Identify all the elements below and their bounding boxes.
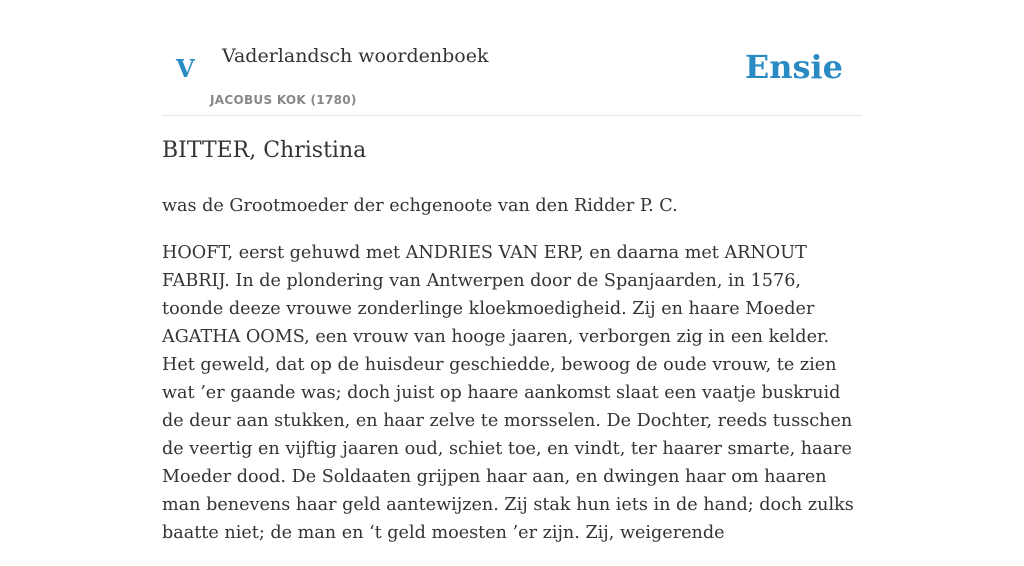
entry-paragraph: HOOFT, eerst gehuwd met ANDRIES VAN ERP, en daarna met ARNOUT FABRIJ. In de plondering van Antwerpen door de Spanjaarden, in 1576, toonde deeze vrouwe zonderlinge kloekmoedigheid. Zij en haare Moeder AGATHA OOMS, een vrouw van hooge jaaren, verborgen zig in een kelder. Het geweld, dat op de huisdeur geschiedde, bewoog de oude vrouw, te zien wat ’er gaande was; doch juist op haare aankomst slaat een vaatje buskruid de deur aan stukken, en haar zelve te morsselen. De Dochter, reeds tusschen de veertig en vijftig jaaren oud, schiet toe, en vindt, ter haarer smarte, haare Moeder dood. De Soldaaten grijpen haar aan, en dwingen haar om haaren man benevens haar geld aantewijzen. Zij stak hun iets in de hand; doch zulks baatte niet; de man en ‘t geld moesten ’er zijn. Zij, weigerende (162, 243, 854, 543)
book-author: JACOBUS KOK (1780) (210, 93, 357, 107)
book-header (162, 0, 862, 116)
book-title-link[interactable]: Vaderlandsch woordenboek (222, 45, 489, 67)
ensie-logo-link[interactable]: Ensie (744, 48, 843, 86)
book-letter-icon: V (176, 54, 195, 83)
entry-content (162, 192, 862, 566)
entry-title: BITTER, Christina (162, 138, 367, 163)
entry-paragraph: was de Grootmoeder der echgenoote van den Ridder P. C. (162, 196, 678, 216)
page (162, 0, 862, 543)
